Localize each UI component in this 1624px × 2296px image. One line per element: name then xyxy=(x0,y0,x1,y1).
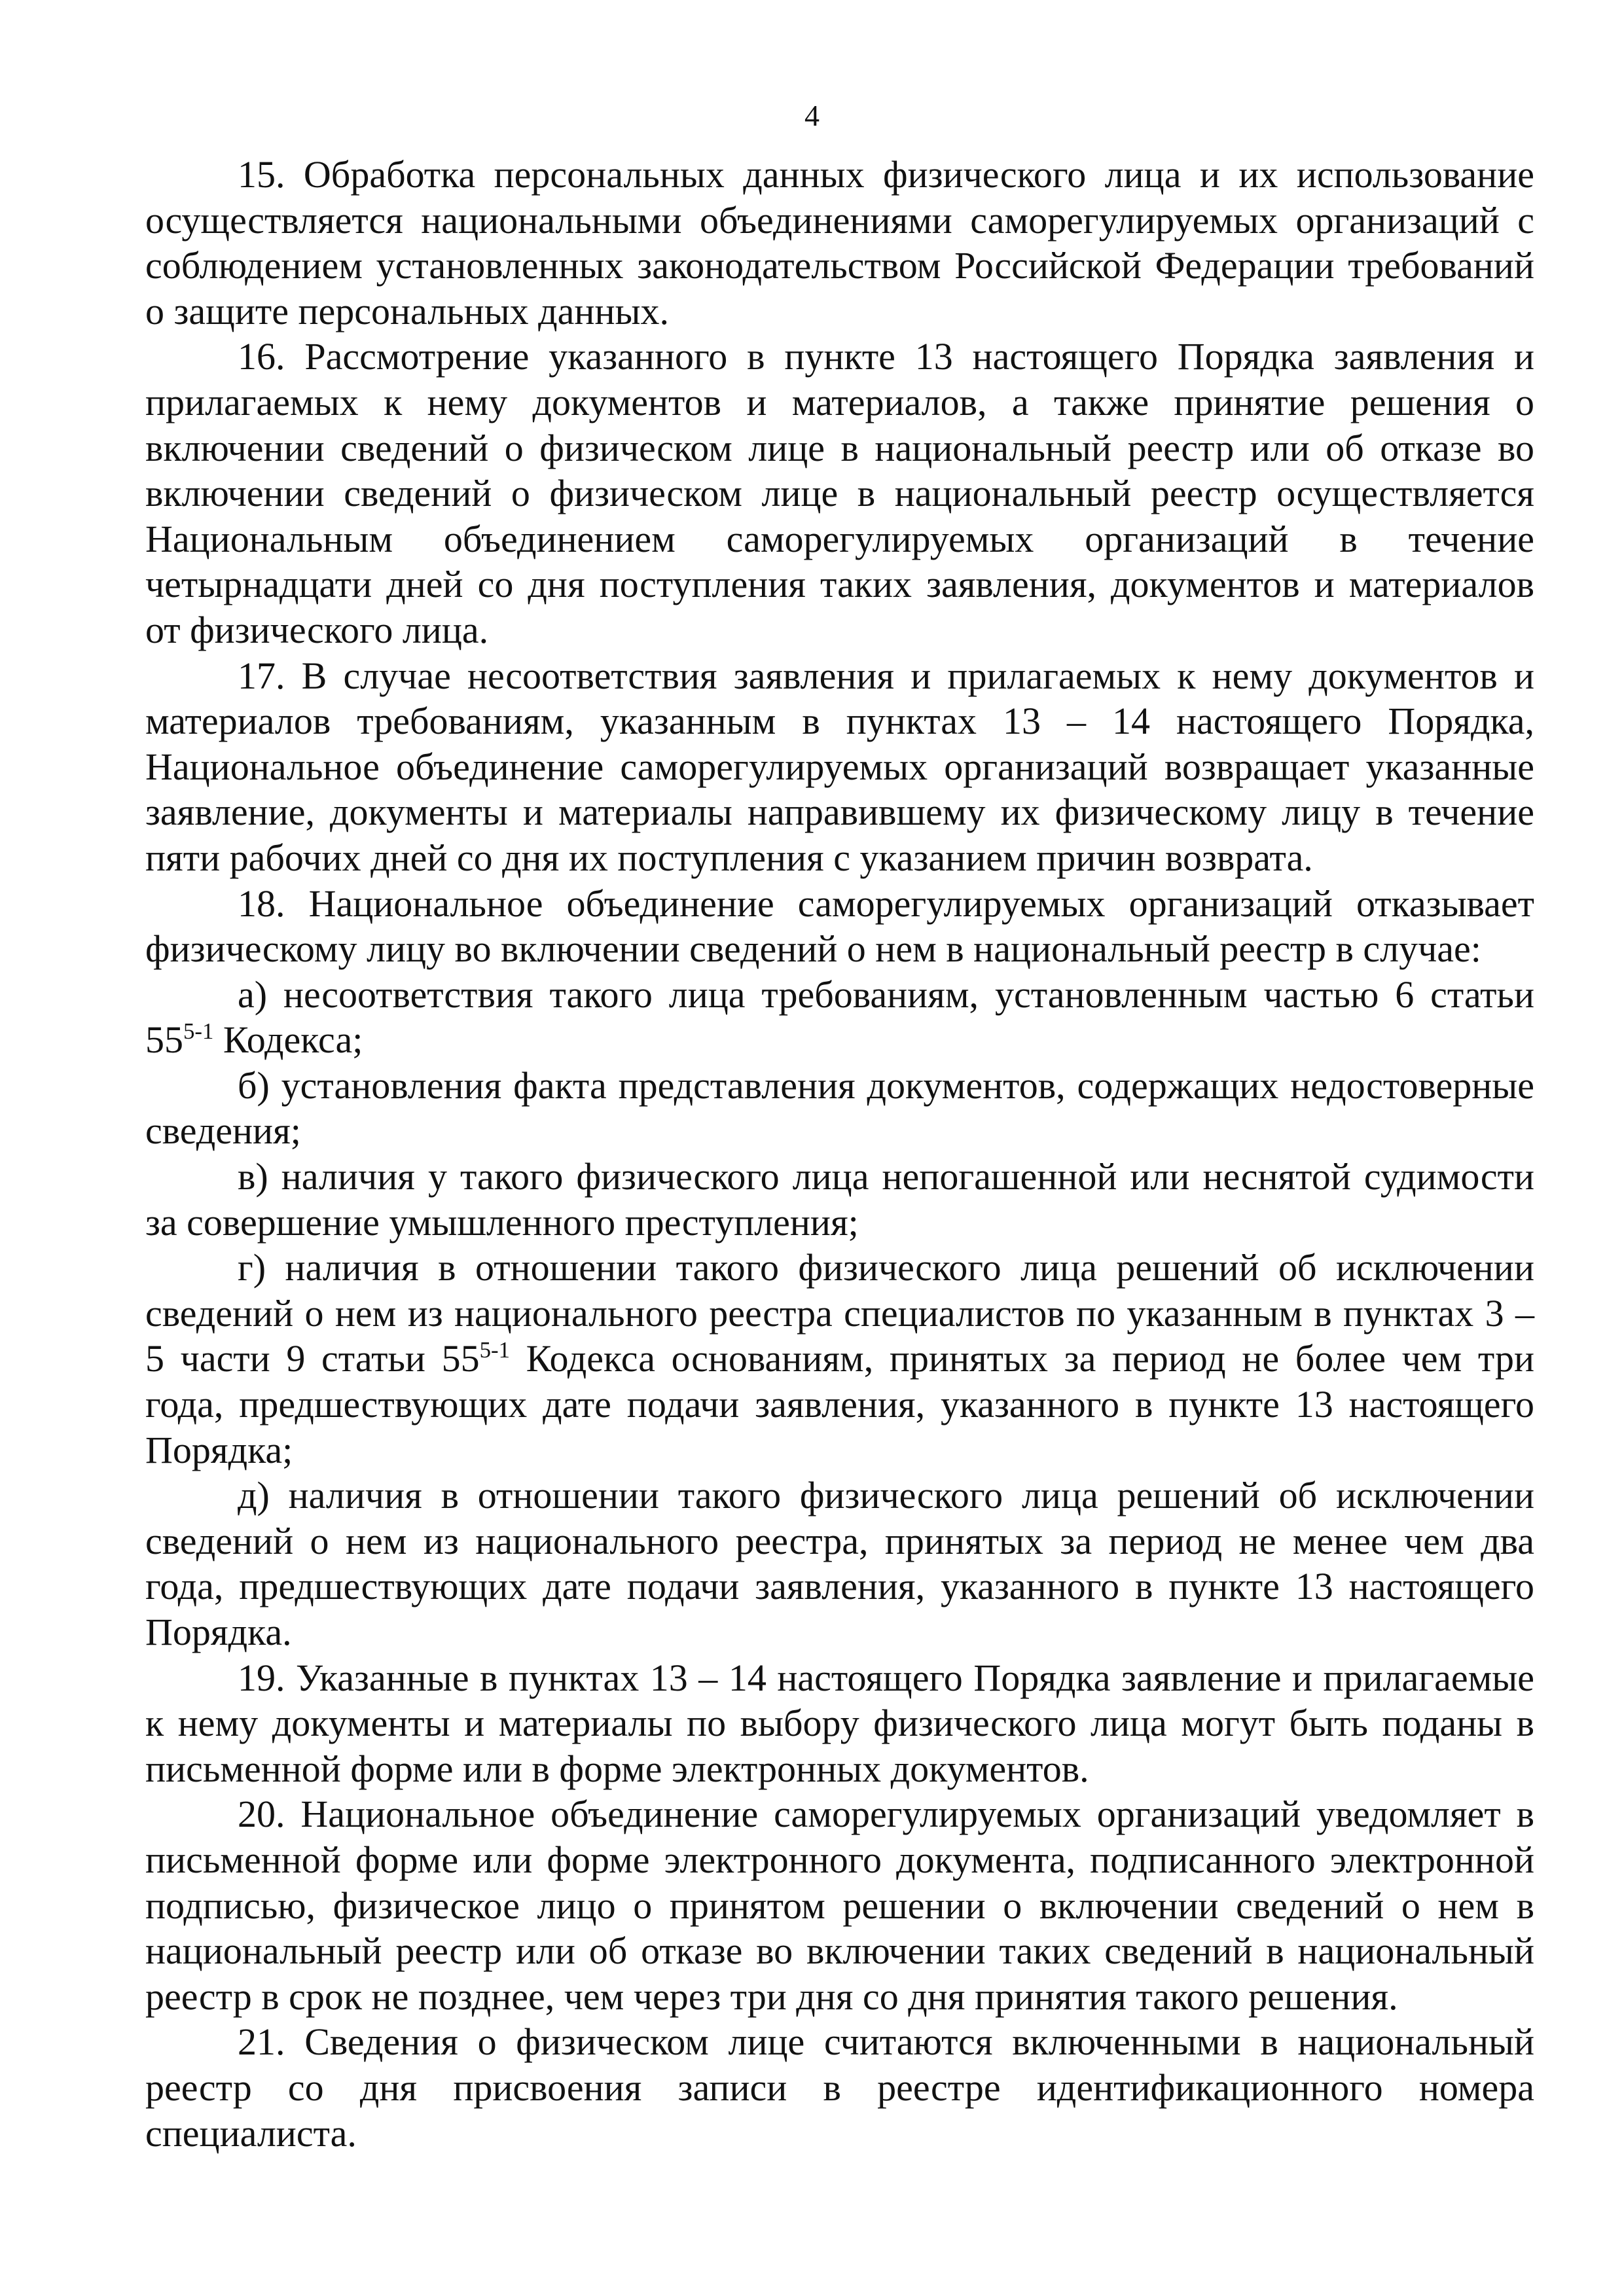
paragraph-15: 15. Обработка персональных данных физического лица и их использование осуществляется национальными объединениями саморегулируемых организаций с соблюдением установленных законодательством Российской Федерации требований о защите персональных данных. xyxy=(145,153,1534,332)
paragraph-18-v: в) наличия у такого физического лица непогашенной или неснятой судимости за совершение умышленного преступления; xyxy=(145,1155,1534,1244)
paragraph-17: 17. В случае несоответствия заявления и прилагаемых к нему документов и материалов требованиям, указанным в пунктах 13 – 14 настоящего Порядка, Национальное объединение саморегулируемых организаций возвращает указанные заявление, документы и материалы направившему их физическому лицу в течение пяти рабочих дней со дня их поступления с указанием причин возврата. xyxy=(145,654,1534,879)
paragraph-19: 19. Указанные в пунктах 13 – 14 настоящего Порядка заявление и прилагаемые к нему документы и материалы по выбору физического лица могут быть поданы в письменной форме или в форме электронных документов. xyxy=(145,1656,1534,1790)
paragraph-18-g-text: г) наличия в отношении такого физического лица решений об исключении сведений о нем из национального реестра специалистов по указанным в пунктах 3 – 5 части 9 статьи 55 xyxy=(145,1246,1534,1380)
paragraph-21: 21. Сведения о физическом лице считаются включенными в национальный реестр со дня присвоения записи в реестре идентификационного номера специалиста. xyxy=(145,2020,1534,2155)
paragraph-18-d: д) наличия в отношении такого физического лица решений об исключении сведений о нем из национального реестра, принятых за период не менее чем два года, предшествующих дате подачи заявления, указанного в пункте 13 настоящего Порядка. xyxy=(145,1474,1534,1653)
superscript: 5-1 xyxy=(183,1018,214,1045)
paragraph-18-g-tail: Кодекса основаниям, принятых за период не более чем три года, предшествующих дате подачи заявления, указанного в пункте 13 настоящего Порядка; xyxy=(145,1337,1534,1471)
document-body xyxy=(145,152,1534,2156)
page-number: 4 xyxy=(804,99,820,132)
paragraph-16: 16. Рассмотрение указанного в пункте 13 настоящего Порядка заявления и прилагаемых к нему документов и материалов, а также принятие решения о включении сведений о физическом лице в национальный реестр или об отказе во включении сведений о физическом лице в национальный реестр осуществляется Национальным объединением саморегулируемых организаций в течение четырнадцати дней со дня поступления таких заявления, документов и материалов от физического лица. xyxy=(145,335,1534,651)
paragraph-18-a xyxy=(145,972,1534,1063)
superscript: 5-1 xyxy=(479,1337,510,1363)
paragraph-18-a-tail: Кодекса; xyxy=(213,1018,363,1062)
paragraph-18-a-text: а) несоответствия такого лица требованиям, установленным частью 6 статьи 55 xyxy=(145,973,1534,1062)
paragraph-18-b: б) установления факта представления документов, содержащих недостоверные сведения; xyxy=(145,1064,1534,1153)
paragraph-20: 20. Национальное объединение саморегулируемых организаций уведомляет в письменной форме или форме электронного документа, подписанного электронной подписью, физическое лицо о принятом решении о включении сведений о нем в национальный реестр или об отказе во включении таких сведений в национальный реестр в срок не позднее, чем через три дня со дня принятия такого решения. xyxy=(145,1793,1534,2018)
paragraph-18-g xyxy=(145,1245,1534,1473)
paragraph-18: 18. Национальное объединение саморегулируемых организаций отказывает физическому лицу во включении сведений о нем в национальный реестр в случае: xyxy=(145,882,1534,971)
